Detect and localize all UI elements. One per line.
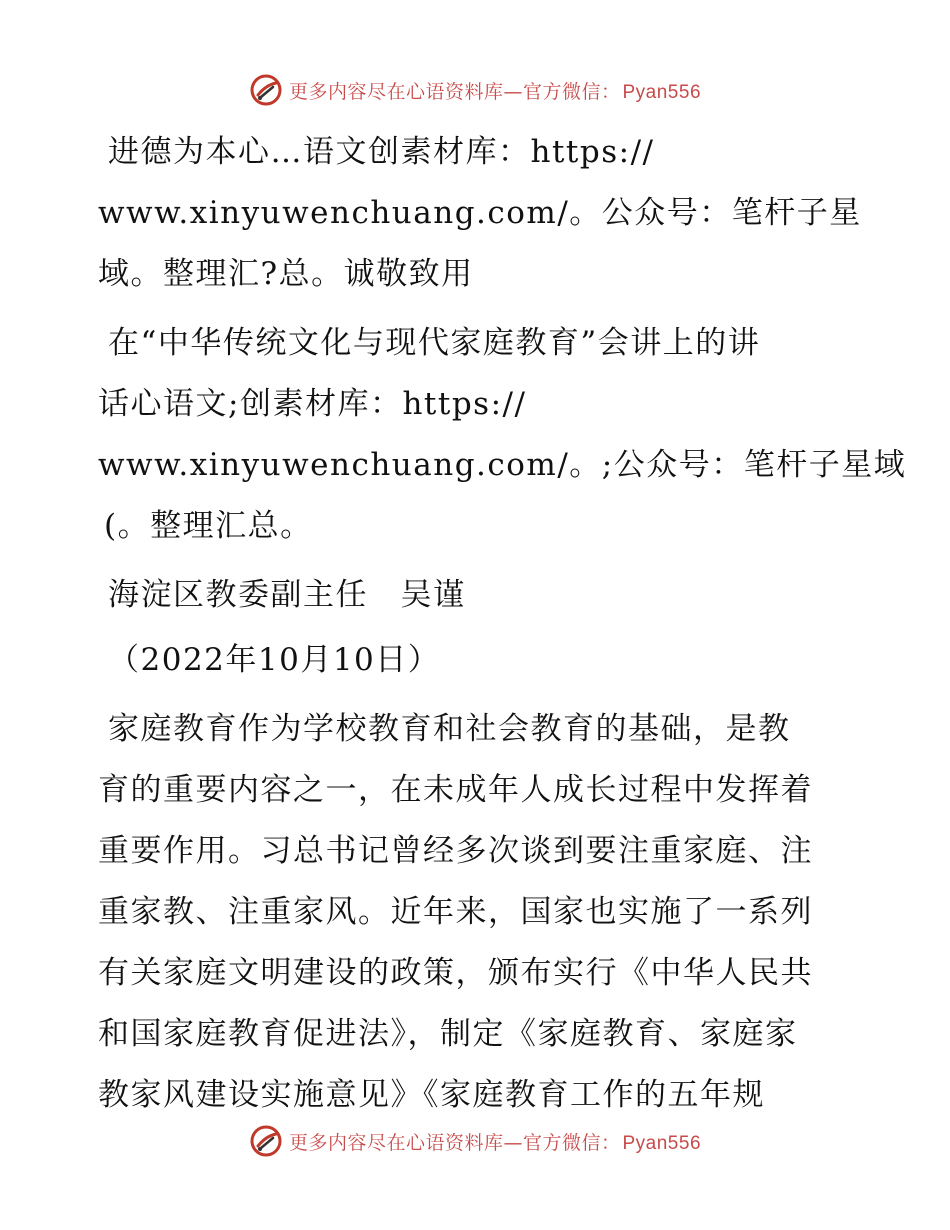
header-banner [0, 70, 950, 110]
body-line: 和国家庭教育促进法》，制定《家庭教育、家庭家 [98, 1016, 798, 1052]
document-body [98, 122, 907, 1126]
header-contact-text: —官方微信： [503, 80, 621, 103]
header-banner-text [289, 77, 701, 104]
body-line: 教家风建设实施意见》《家庭教育工作的五年规 [98, 1077, 765, 1113]
title-line: (。整理汇总。 [104, 508, 313, 544]
header-wechat-handle: Pyan556 [622, 81, 702, 103]
title-paragraph [98, 313, 907, 557]
intro-line: 进德为本心…语文创素材库：https:// [108, 134, 655, 170]
body-line: 家庭教育作为学校教育和社会教育的基础，是教 [108, 711, 791, 747]
body-line: 重要作用。习总书记曾经多次谈到要注重家庭、注 [98, 833, 813, 869]
footer-banner-text [289, 1128, 701, 1155]
body-line: 育的重要内容之一，在未成年人成长过程中发挥着 [98, 772, 813, 808]
intro-line: 域。整理汇?总。诚敬致用 [98, 256, 474, 292]
title-line: 话心语文;创素材库：https:// [98, 386, 527, 422]
title-line: www.xinyuwenchuang.com/。;公众号：笔杆子星域 [98, 447, 907, 483]
footer-wechat-handle: Pyan556 [622, 1132, 702, 1154]
book-pen-logo-icon [249, 73, 283, 107]
intro-paragraph [98, 122, 862, 305]
book-pen-logo-icon [249, 1124, 283, 1158]
footer-site-text: 更多内容尽在心语资料库 [288, 1131, 504, 1154]
author-line [98, 565, 858, 626]
header-site-text: 更多内容尽在心语资料库 [288, 80, 504, 103]
author-text: 海淀区教委副主任 吴谨 [108, 577, 466, 613]
body-line: 重家教、注重家风。近年来，国家也实施了一系列 [98, 894, 813, 930]
footer-banner [0, 1121, 950, 1161]
footer-contact-text: —官方微信： [503, 1131, 621, 1154]
date-line [98, 630, 858, 691]
title-line: 在“中华传统文化与现代家庭教育”会讲上的讲 [108, 325, 761, 361]
body-paragraph [98, 699, 858, 1126]
intro-line: www.xinyuwenchuang.com/。公众号：笔杆子星 [98, 195, 862, 231]
body-line: 有关家庭文明建设的政策，颁布实行《中华人民共 [98, 955, 813, 991]
date-text: （2022年10月10日） [108, 642, 441, 678]
